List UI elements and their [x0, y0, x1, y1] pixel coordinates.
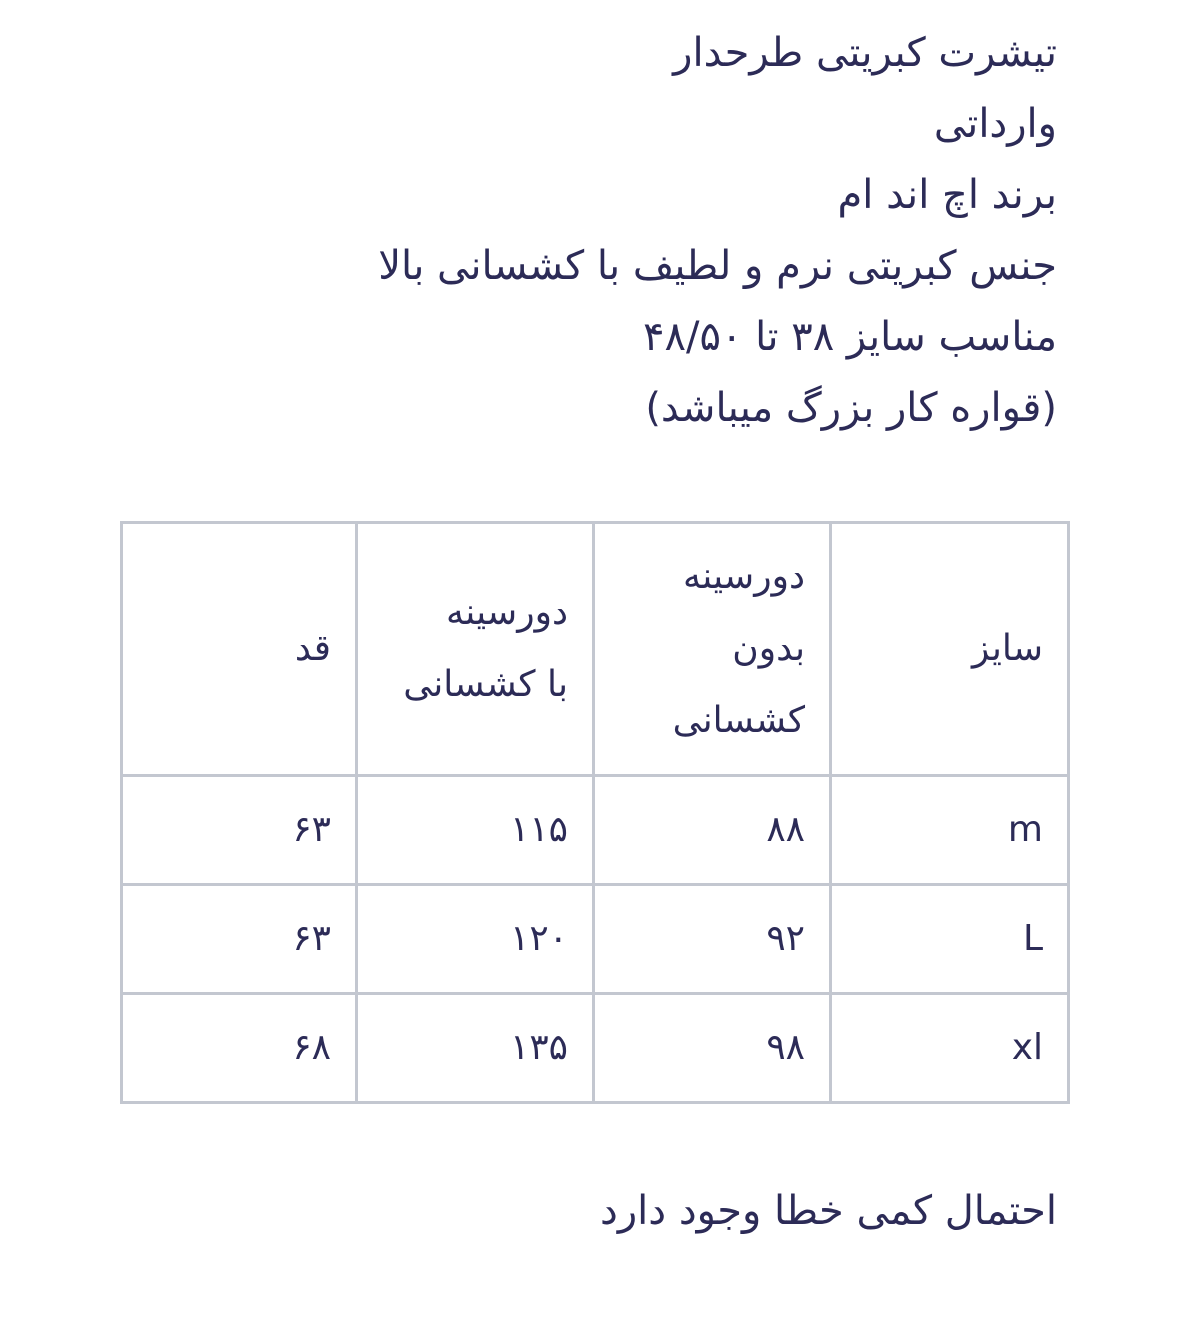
header-length: قد	[122, 523, 357, 776]
table-header-row	[122, 523, 1069, 776]
cell-chest-no-stretch: ۸۸	[594, 776, 831, 885]
cell-chest-no-stretch: ۹۸	[594, 994, 831, 1103]
header-chest-no-stretch: دورسینه بدون کشسانی	[594, 523, 831, 776]
product-title: تیشرت کبریتی طرحدار	[673, 30, 1057, 76]
product-material: جنس کبریتی نرم و لطیف با کشسانی بالا	[378, 243, 1057, 289]
product-fit-note: (قواره کار بزرگ میباشد)	[645, 385, 1057, 431]
cell-size: m	[831, 776, 1069, 885]
cell-chest-with-stretch: ۱۱۵	[357, 776, 594, 885]
header-chest-with-stretch: دورسینه با کشسانی	[357, 523, 594, 776]
header-size: سایز	[831, 523, 1069, 776]
table-row	[122, 994, 1069, 1103]
product-brand: برند اچ اند ام	[837, 172, 1057, 218]
accuracy-note: احتمال کمی خطا وجود دارد	[600, 1188, 1057, 1234]
product-origin: وارداتی	[933, 101, 1057, 147]
cell-chest-no-stretch: ۹۲	[594, 885, 831, 994]
size-chart-table	[120, 521, 1070, 1104]
table-row	[122, 885, 1069, 994]
cell-chest-with-stretch: ۱۳۵	[357, 994, 594, 1103]
cell-length: ۶۳	[122, 776, 357, 885]
cell-length: ۶۳	[122, 885, 357, 994]
product-description	[117, 18, 1057, 444]
table-row	[122, 776, 1069, 885]
cell-size: L	[831, 885, 1069, 994]
cell-length: ۶۸	[122, 994, 357, 1103]
cell-size: xl	[831, 994, 1069, 1103]
cell-chest-with-stretch: ۱۲۰	[357, 885, 594, 994]
product-size-range: مناسب سایز ۳۸ تا ۴۸/۵۰	[643, 314, 1057, 360]
